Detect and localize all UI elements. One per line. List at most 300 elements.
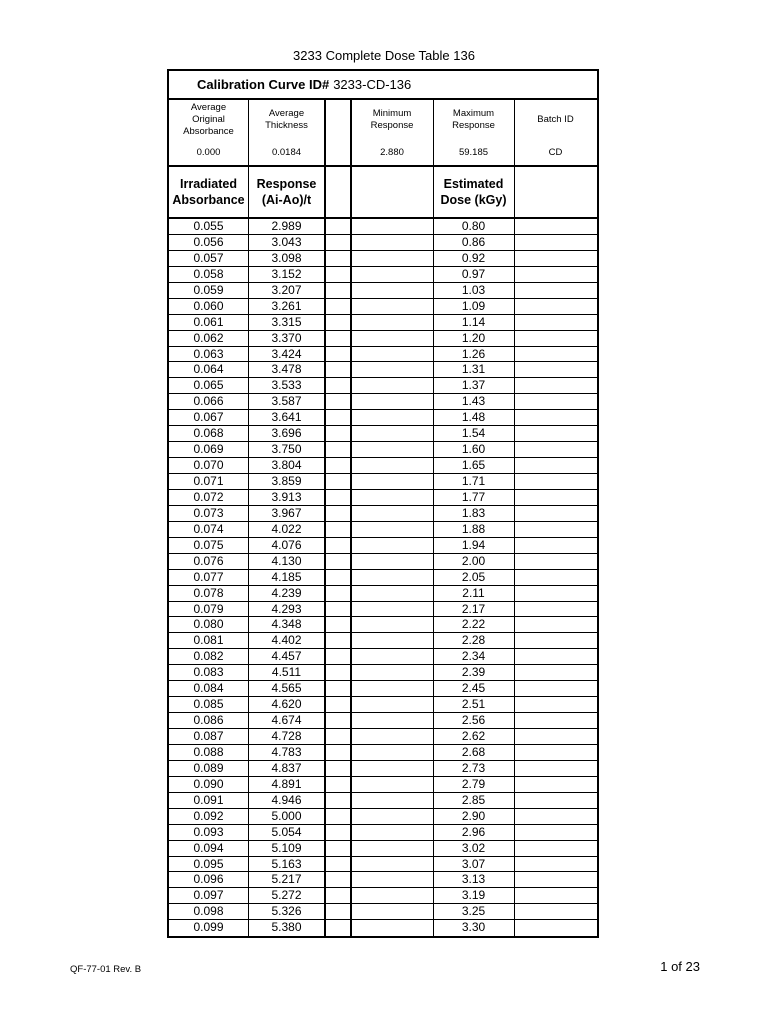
column-header-line: Response	[256, 177, 317, 191]
empty-cell	[514, 251, 597, 266]
empty-cell	[325, 331, 351, 346]
table-row	[169, 761, 597, 777]
info-label-line: Minimum	[372, 108, 412, 119]
info-label-line: Average	[268, 108, 305, 119]
empty-cell	[514, 745, 597, 760]
response-cell: 5.272	[271, 888, 302, 903]
absorbance-cell: 0.069	[193, 442, 224, 457]
response-cell: 5.000	[271, 808, 302, 823]
empty-cell	[514, 394, 597, 409]
empty-cell	[351, 761, 433, 776]
table-row	[169, 299, 597, 315]
response-cell: 3.804	[271, 458, 302, 473]
empty-cell	[351, 474, 433, 489]
response-cell: 3.152	[271, 266, 302, 281]
empty-cell	[514, 649, 597, 664]
column-header	[169, 167, 248, 217]
empty-cell	[325, 442, 351, 457]
dose-cell: 2.11	[462, 585, 485, 600]
response-cell: 4.130	[271, 553, 302, 568]
empty-cell	[325, 793, 351, 808]
info-label-line: Batch ID	[537, 114, 574, 125]
empty-cell	[325, 347, 351, 362]
absorbance-cell: 0.059	[193, 282, 224, 297]
table-grid	[167, 100, 599, 938]
table-row	[169, 522, 597, 538]
empty-cell	[514, 665, 597, 680]
table-row	[169, 394, 597, 410]
empty-cell	[514, 235, 597, 250]
absorbance-cell: 0.075	[193, 537, 224, 552]
table-row	[169, 570, 597, 586]
page-title: 3233 Complete Dose Table 136	[293, 48, 475, 63]
table-row	[169, 617, 597, 633]
response-cell: 2.989	[271, 219, 302, 233]
response-cell: 3.641	[271, 410, 302, 425]
empty-cell	[514, 857, 597, 872]
absorbance-cell: 0.066	[193, 394, 224, 409]
response-cell: 4.022	[271, 521, 302, 536]
response-cell: 4.891	[271, 776, 302, 791]
response-cell: 4.620	[271, 697, 302, 712]
empty-cell	[351, 649, 433, 664]
dose-cell: 1.09	[461, 298, 486, 313]
table-body	[169, 219, 597, 936]
info-cell	[433, 100, 514, 165]
dose-cell: 2.00	[461, 553, 486, 568]
table-row	[169, 872, 597, 888]
empty-cell	[514, 586, 597, 601]
empty-cell	[514, 713, 597, 728]
empty-cell	[325, 251, 351, 266]
empty-cell	[351, 426, 433, 441]
empty-cell	[325, 777, 351, 792]
info-row	[169, 100, 597, 167]
empty-cell	[351, 777, 433, 792]
empty-cell	[351, 872, 433, 887]
table-row	[169, 283, 597, 299]
response-cell: 4.076	[271, 537, 302, 552]
empty-cell	[351, 665, 433, 680]
absorbance-cell: 0.080	[193, 617, 224, 632]
empty-cell	[351, 904, 433, 919]
absorbance-cell: 0.077	[193, 569, 224, 584]
calibration-curve-id: 3233-CD-136	[333, 77, 412, 92]
empty-cell	[325, 586, 351, 601]
response-cell: 4.511	[271, 665, 302, 680]
empty-cell	[514, 267, 597, 282]
empty-cell	[514, 315, 597, 330]
empty-cell	[351, 522, 433, 537]
empty-cell	[325, 920, 351, 936]
empty-cell	[351, 570, 433, 585]
info-value: 59.185	[458, 147, 489, 158]
empty-cell	[514, 761, 597, 776]
dose-cell: 2.73	[461, 760, 486, 775]
column-header	[351, 167, 433, 217]
info-label-line: Maximum	[452, 108, 495, 119]
dose-table	[167, 69, 599, 938]
table-row	[169, 347, 597, 363]
table-row	[169, 745, 597, 761]
empty-cell	[325, 665, 351, 680]
response-cell: 4.185	[271, 569, 302, 584]
absorbance-cell: 0.073	[193, 505, 224, 520]
absorbance-cell: 0.065	[193, 378, 224, 393]
absorbance-cell: 0.055	[193, 219, 224, 233]
empty-cell	[351, 235, 433, 250]
response-cell: 5.163	[271, 856, 302, 871]
table-row	[169, 586, 597, 602]
empty-cell	[351, 394, 433, 409]
table-row	[169, 315, 597, 331]
dose-cell: 0.97	[461, 266, 486, 281]
column-divider	[350, 100, 352, 936]
column-divider	[324, 100, 326, 936]
empty-cell	[351, 729, 433, 744]
empty-cell	[351, 602, 433, 617]
response-cell: 3.696	[271, 426, 302, 441]
dose-cell: 1.20	[461, 330, 486, 345]
empty-cell	[514, 570, 597, 585]
empty-cell	[325, 745, 351, 760]
absorbance-cell: 0.072	[193, 489, 224, 504]
table-row	[169, 378, 597, 394]
empty-cell	[514, 602, 597, 617]
response-cell: 3.967	[271, 505, 302, 520]
column-header	[433, 167, 514, 217]
dose-cell: 1.48	[461, 410, 486, 425]
dose-cell: 1.14	[461, 314, 486, 329]
empty-cell	[351, 888, 433, 903]
dose-cell: 1.88	[461, 521, 486, 536]
empty-cell	[514, 506, 597, 521]
empty-cell	[351, 617, 433, 632]
table-row	[169, 857, 597, 873]
empty-cell	[325, 633, 351, 648]
empty-cell	[351, 681, 433, 696]
table-row	[169, 649, 597, 665]
table-row	[169, 665, 597, 681]
calibration-curve-label: Calibration Curve ID#	[197, 77, 330, 92]
absorbance-cell: 0.081	[193, 633, 224, 648]
empty-cell	[351, 267, 433, 282]
dose-cell: 1.43	[461, 394, 486, 409]
absorbance-cell: 0.070	[193, 458, 224, 473]
info-cell	[169, 100, 248, 165]
empty-cell	[351, 809, 433, 824]
table-row	[169, 920, 597, 936]
empty-cell	[514, 554, 597, 569]
empty-cell	[351, 219, 433, 234]
empty-cell	[351, 362, 433, 377]
absorbance-cell: 0.071	[193, 474, 224, 488]
response-cell: 4.674	[271, 713, 302, 728]
response-cell: 3.315	[271, 314, 302, 329]
empty-cell	[351, 410, 433, 425]
absorbance-cell: 0.094	[193, 840, 224, 855]
response-cell: 4.946	[271, 792, 302, 807]
response-cell: 4.402	[271, 633, 302, 648]
table-row	[169, 809, 597, 825]
absorbance-cell: 0.093	[193, 824, 224, 839]
table-row	[169, 713, 597, 729]
info-label-line: Response	[370, 120, 414, 131]
table-row	[169, 777, 597, 793]
table-row	[169, 362, 597, 378]
info-value: CD	[548, 147, 563, 158]
table-row	[169, 235, 597, 251]
header-row	[169, 167, 597, 219]
column-divider	[248, 100, 249, 936]
empty-cell	[325, 394, 351, 409]
column-header	[248, 167, 325, 217]
empty-cell	[351, 347, 433, 362]
info-label-line: Response	[452, 120, 495, 131]
response-cell: 5.109	[271, 840, 302, 855]
empty-cell	[514, 347, 597, 362]
absorbance-cell: 0.056	[193, 234, 224, 249]
response-cell: 5.326	[271, 904, 302, 919]
response-cell: 3.587	[271, 394, 302, 409]
response-cell: 3.098	[271, 250, 302, 265]
table-row	[169, 490, 597, 506]
empty-cell	[325, 888, 351, 903]
table-row	[169, 729, 597, 745]
empty-cell	[514, 888, 597, 903]
dose-cell: 2.51	[461, 697, 486, 712]
info-cell	[351, 100, 433, 165]
response-cell: 4.783	[271, 744, 302, 759]
dose-cell: 3.19	[461, 888, 486, 903]
empty-cell	[325, 522, 351, 537]
table-row	[169, 331, 597, 347]
absorbance-cell: 0.061	[193, 314, 224, 329]
empty-cell	[351, 857, 433, 872]
empty-cell	[351, 283, 433, 298]
empty-cell	[325, 554, 351, 569]
dose-cell: 2.85	[461, 792, 486, 807]
absorbance-cell: 0.096	[193, 872, 224, 887]
empty-cell	[325, 362, 351, 377]
empty-cell	[325, 538, 351, 553]
column-header-line: Dose (kGy)	[440, 193, 507, 207]
dose-cell: 0.80	[461, 219, 486, 233]
table-row	[169, 506, 597, 522]
empty-cell	[514, 872, 597, 887]
response-cell: 5.380	[271, 920, 302, 935]
empty-cell	[351, 633, 433, 648]
dose-cell: 1.03	[461, 282, 486, 297]
dose-cell: 2.39	[461, 665, 486, 680]
dose-cell: 2.62	[461, 729, 486, 743]
empty-cell	[514, 331, 597, 346]
dose-cell: 2.34	[461, 649, 486, 664]
info-label	[351, 108, 433, 132]
absorbance-cell: 0.085	[193, 697, 224, 712]
empty-cell	[325, 235, 351, 250]
absorbance-cell: 0.086	[193, 713, 224, 728]
empty-cell	[351, 299, 433, 314]
empty-cell	[351, 251, 433, 266]
dose-cell: 0.86	[461, 234, 486, 249]
empty-cell	[514, 362, 597, 377]
dose-cell: 1.60	[461, 442, 486, 457]
empty-cell	[325, 219, 351, 234]
empty-cell	[325, 809, 351, 824]
dose-cell: 2.79	[461, 776, 486, 791]
empty-cell	[351, 697, 433, 712]
response-cell: 5.054	[271, 824, 302, 839]
response-cell: 3.424	[271, 346, 302, 361]
empty-cell	[351, 841, 433, 856]
response-cell: 3.370	[271, 330, 302, 345]
response-cell: 3.261	[271, 298, 302, 313]
table-row	[169, 442, 597, 458]
info-label-line: Average	[190, 102, 227, 113]
table-row	[169, 426, 597, 442]
dose-cell: 1.26	[461, 346, 486, 361]
empty-cell	[514, 777, 597, 792]
dose-cell: 3.13	[461, 872, 486, 887]
empty-cell	[514, 474, 597, 489]
absorbance-cell: 0.092	[193, 808, 224, 823]
absorbance-cell: 0.084	[193, 681, 224, 696]
empty-cell	[351, 538, 433, 553]
table-row	[169, 554, 597, 570]
table-row	[169, 602, 597, 618]
empty-cell	[325, 617, 351, 632]
dose-cell: 2.05	[461, 569, 486, 584]
dose-cell: 2.17	[461, 601, 486, 616]
absorbance-cell: 0.095	[193, 856, 224, 871]
page-number: 1 of 23	[660, 959, 700, 974]
absorbance-cell: 0.062	[193, 330, 224, 345]
absorbance-cell: 0.098	[193, 904, 224, 919]
column-header	[325, 167, 351, 217]
column-header	[514, 167, 597, 217]
info-label	[248, 108, 325, 132]
response-cell: 3.859	[271, 474, 302, 488]
dose-cell: 1.37	[461, 378, 486, 393]
empty-cell	[325, 570, 351, 585]
dose-cell: 2.22	[461, 617, 486, 632]
empty-cell	[514, 378, 597, 393]
dose-cell: 0.92	[461, 250, 486, 265]
empty-cell	[514, 299, 597, 314]
dose-cell: 2.28	[461, 633, 486, 648]
absorbance-cell: 0.088	[193, 744, 224, 759]
table-row	[169, 410, 597, 426]
column-header-line: (Ai-Ao)/t	[261, 193, 312, 207]
response-cell: 3.043	[271, 234, 302, 249]
empty-cell	[514, 697, 597, 712]
absorbance-cell: 0.082	[193, 649, 224, 664]
absorbance-cell: 0.090	[193, 776, 224, 791]
empty-cell	[351, 920, 433, 936]
empty-cell	[514, 538, 597, 553]
dose-cell: 2.90	[461, 808, 486, 823]
empty-cell	[325, 267, 351, 282]
column-divider	[514, 100, 515, 936]
empty-cell	[325, 426, 351, 441]
empty-cell	[514, 681, 597, 696]
dose-cell: 1.31	[461, 362, 486, 377]
empty-cell	[325, 283, 351, 298]
absorbance-cell: 0.087	[193, 729, 224, 743]
dose-cell: 2.68	[461, 744, 486, 759]
empty-cell	[351, 331, 433, 346]
empty-cell	[514, 442, 597, 457]
empty-cell	[514, 283, 597, 298]
dose-cell: 3.02	[461, 840, 486, 855]
empty-cell	[514, 458, 597, 473]
dose-cell: 1.65	[461, 458, 486, 473]
info-label-line: Absorbance	[183, 126, 234, 137]
response-cell: 3.913	[271, 489, 302, 504]
empty-cell	[351, 458, 433, 473]
absorbance-cell: 0.079	[193, 601, 224, 616]
empty-cell	[325, 410, 351, 425]
table-row	[169, 825, 597, 841]
absorbance-cell: 0.097	[193, 888, 224, 903]
empty-cell	[325, 299, 351, 314]
response-cell: 4.239	[271, 585, 302, 600]
info-cell	[248, 100, 325, 165]
absorbance-cell: 0.057	[193, 250, 224, 265]
dose-cell: 3.25	[461, 904, 486, 919]
absorbance-cell: 0.060	[193, 298, 224, 313]
column-header-line: Irradiated	[180, 177, 237, 191]
response-cell: 3.207	[271, 282, 302, 297]
absorbance-cell: 0.099	[193, 920, 224, 935]
empty-cell	[325, 729, 351, 744]
table-row	[169, 267, 597, 283]
absorbance-cell: 0.089	[193, 760, 224, 775]
empty-cell	[351, 315, 433, 330]
empty-cell	[351, 554, 433, 569]
absorbance-cell: 0.063	[193, 346, 224, 361]
empty-cell	[325, 697, 351, 712]
empty-cell	[514, 904, 597, 919]
absorbance-cell: 0.076	[193, 553, 224, 568]
empty-cell	[514, 793, 597, 808]
empty-cell	[514, 426, 597, 441]
empty-cell	[351, 825, 433, 840]
table-row	[169, 633, 597, 649]
response-cell: 3.478	[271, 362, 302, 377]
empty-cell	[325, 761, 351, 776]
column-header-line: Estimated	[443, 177, 504, 191]
info-value: 0.000	[196, 147, 221, 158]
response-cell: 4.457	[271, 649, 302, 664]
response-cell: 3.750	[271, 442, 302, 457]
info-value: 0.0184	[271, 147, 302, 158]
empty-cell	[351, 490, 433, 505]
table-row	[169, 841, 597, 857]
dose-cell: 1.94	[461, 537, 486, 552]
dose-cell: 3.30	[461, 920, 486, 935]
empty-cell	[325, 506, 351, 521]
empty-cell	[351, 378, 433, 393]
calibration-curve-row	[167, 69, 599, 100]
dose-cell: 1.54	[461, 426, 486, 441]
dose-cell: 2.45	[461, 681, 486, 696]
dose-cell: 2.56	[461, 713, 486, 728]
info-value: 2.880	[380, 147, 404, 158]
column-header-line: Absorbance	[172, 193, 245, 207]
table-row	[169, 793, 597, 809]
